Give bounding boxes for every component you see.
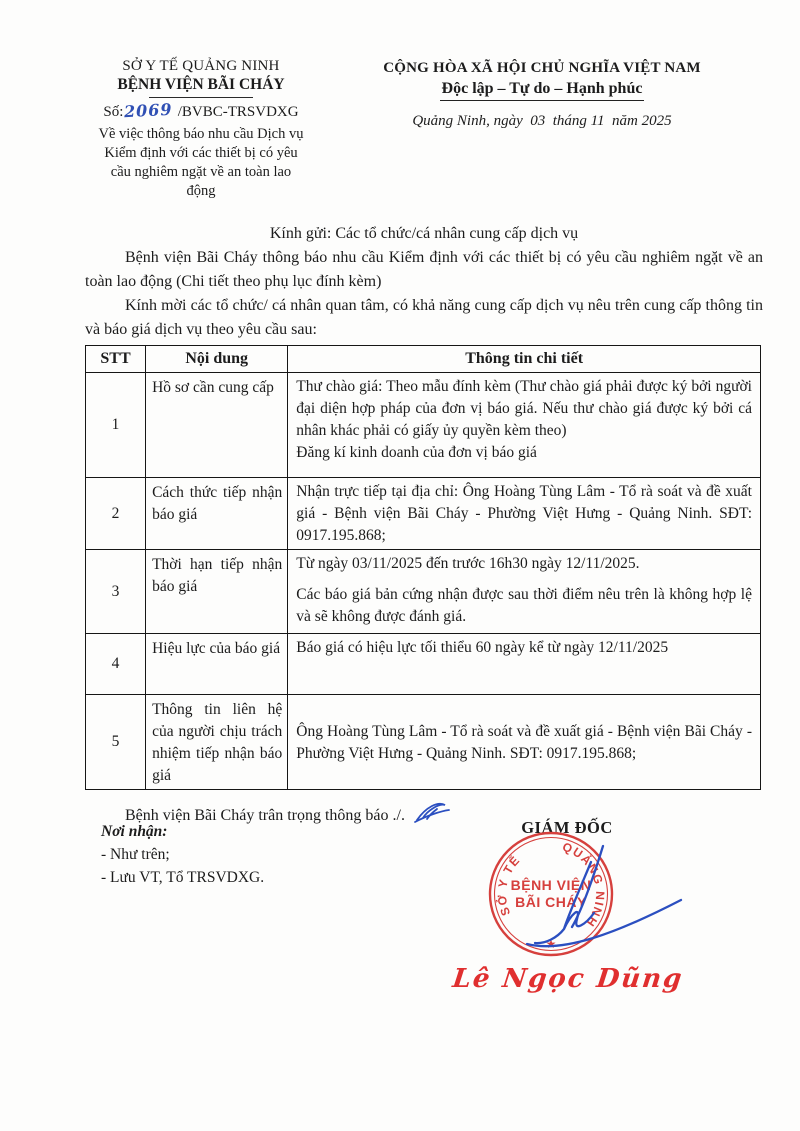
quotation-requirements-table xyxy=(85,345,761,790)
signer-title: GIÁM ĐỐC xyxy=(521,818,613,837)
stamp-ring-text-right: QUẢNG NINH xyxy=(560,839,608,931)
row-detail xyxy=(288,550,761,634)
national-motto-line2: Độc lập – Tự do – Hạnh phúc xyxy=(440,80,645,101)
row-label: Thông tin liên hệ của người chịu trách nhiệm tiếp nhận báo giá xyxy=(146,695,288,790)
stamp-center-line1: BỆNH VIỆN xyxy=(510,877,592,893)
table-header-row xyxy=(86,346,761,373)
document-subject: Về việc thông báo nhu cầu Dịch vụ Kiểm định với các thiết bị có yêu cầu nghiêm ngặt về an toàn lao động xyxy=(98,126,304,199)
document-number-line xyxy=(98,101,304,121)
row-detail-paragraph: Báo giá có hiệu lực tối thiểu 60 ngày kể từ ngày 12/11/2025 xyxy=(296,639,669,656)
agency-name: SỞ Y TẾ QUẢNG NINH xyxy=(122,58,280,74)
table-row xyxy=(86,550,761,634)
row-label: Hồ sơ cần cung cấp xyxy=(146,373,288,478)
signer-name: Lê Ngọc Dũng xyxy=(450,964,686,994)
issuing-agency-block xyxy=(98,58,304,201)
document-footer xyxy=(85,818,775,1118)
row-detail xyxy=(288,634,761,695)
table-row xyxy=(86,373,761,478)
row-detail-paragraph: Đăng kí kinh doanh của đơn vị báo giá xyxy=(296,444,537,461)
row-number: 2 xyxy=(86,478,146,550)
recipient-item: - Như trên; xyxy=(101,846,170,863)
row-detail-paragraph: Nhận trực tiếp tại địa chỉ: Ông Hoàng Tùng Lâm - Tổ rà soát và đề xuất giá - Bệnh viện Bãi Cháy - Phường Việt Hưng - Quảng Ninh. SĐT: 0917.195.868; xyxy=(296,483,752,544)
row-label: Hiệu lực của báo giá xyxy=(146,634,288,695)
row-number: 4 xyxy=(86,634,146,695)
salutation-line: Kính gửi: Các tổ chức/cá nhân cung cấp dịch vụ xyxy=(269,225,579,242)
national-motto-line1: CỘNG HÒA XÃ HỘI CHỦ NGHĨA VIỆT NAM xyxy=(383,60,701,76)
table-row xyxy=(86,478,761,550)
row-detail xyxy=(288,478,761,550)
official-stamp-and-signature xyxy=(465,826,690,978)
row-number: 3 xyxy=(86,550,146,634)
col-header-stt: STT xyxy=(86,346,146,373)
place-date-line: Quảng Ninh, ngày 03 tháng 11 năm 2025 xyxy=(412,113,672,129)
row-detail-paragraph: Từ ngày 03/11/2025 đến trước 16h30 ngày 12/11/2025. xyxy=(296,555,640,572)
table-row xyxy=(86,634,761,695)
recipients-title: Nơi nhận: xyxy=(101,823,168,840)
row-detail-paragraph: Thư chào giá: Theo mẫu đính kèm (Thư chào giá phải được ký bởi người đại diện hợp pháp của đơn vị báo giá. Nếu thư chào giá được ký bởi cá nhân khác phải có giấy ủy quyền kèm theo) xyxy=(296,378,752,439)
paragraph-1: Bệnh viện Bãi Cháy thông báo nhu cầu Kiểm định với các thiết bị có yêu cầu nghiêm ngặt về an toàn lao động (Chi tiết theo phụ lục đính kèm) xyxy=(85,249,763,290)
document-number-handwritten: 2069 xyxy=(123,99,174,122)
row-detail xyxy=(288,373,761,478)
closing-text: Bệnh viện Bãi Cháy trân trọng thông báo ./. xyxy=(125,807,405,824)
row-number: 5 xyxy=(86,695,146,790)
stamp-star-icon: ★ xyxy=(545,937,557,951)
col-header-thong-tin: Thông tin chi tiết xyxy=(288,346,761,373)
paragraph-2: Kính mời các tổ chức/ cá nhân quan tâm, có khả năng cung cấp dịch vụ nêu trên cung cấp thông tin và báo giá dịch vụ theo yêu cầu sau: xyxy=(85,297,763,338)
row-label: Cách thức tiếp nhận báo giá xyxy=(146,478,288,550)
row-number: 1 xyxy=(86,373,146,478)
col-header-noi-dung: Nội dung xyxy=(146,346,288,373)
row-detail xyxy=(288,695,761,790)
document-number-suffix: /BVBC-TRSVDXG xyxy=(177,104,299,120)
round-stamp-graphic xyxy=(465,826,690,978)
document-body xyxy=(85,222,763,828)
row-detail-paragraph: Các báo giá bản cứng nhận được sau thời điểm nêu trên là không hợp lệ và sẽ không được đánh giá. xyxy=(296,586,752,625)
row-label: Thời hạn tiếp nhận báo giá xyxy=(146,550,288,634)
row-detail-paragraph: Ông Hoàng Tùng Lâm - Tổ rà soát và đề xuất giá - Bệnh viện Bãi Cháy - Phường Việt Hưng - Quảng Ninh. SĐT: 0917.195.868; xyxy=(296,722,752,762)
stamp-center-line2: BÃI CHÁY xyxy=(515,894,587,910)
document-number-prefix: Số: xyxy=(103,104,124,120)
hospital-name: BỆNH VIỆN BÃI CHÁY xyxy=(117,76,285,93)
stamp-ring-text-left: SỞ Y TẾ xyxy=(494,852,524,918)
header-rule xyxy=(149,97,253,98)
recipients-block xyxy=(101,820,264,889)
recipient-item: - Lưu VT, Tổ TRSVDXG. xyxy=(101,869,265,886)
table-row xyxy=(86,695,761,790)
national-header-block xyxy=(362,60,722,130)
